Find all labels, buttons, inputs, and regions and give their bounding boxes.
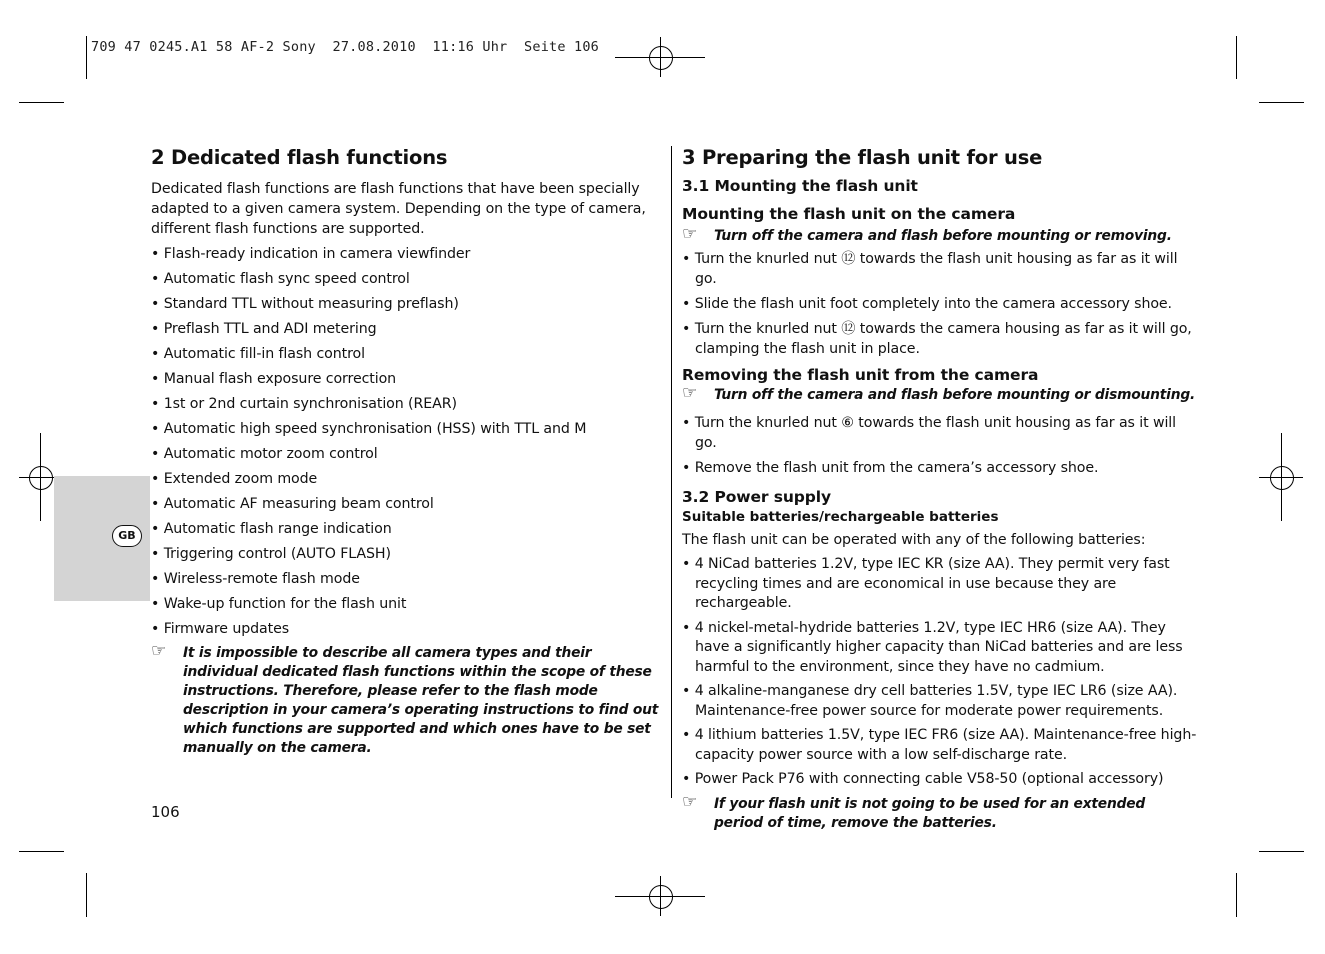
list-item: • Remove the flash unit from the camera’s accessory shoe. [682,458,1197,478]
intro-paragraph: Dedicated flash functions are flash functions that have been specially adapted to a given camera system. Depending on the type of camera, different flash functions are supported. [151,181,646,237]
list-item: • Firmware updates [151,619,666,639]
list-item: • Flash-ready indication in camera viewfinder [151,244,666,264]
mount-heading: Mounting the flash unit on the camera [682,205,1016,223]
note-text: Turn off the camera and flash before mounting or removing. [714,228,1172,244]
list-item: • Triggering control (AUTO FLASH) [151,544,666,564]
note [682,791,1197,833]
crop-mark [86,873,87,917]
list-item: • 4 lithium batteries 1.5V, type IEC FR6 (size AA). Maintenance-free high-capacity power source with a low self-discharge rate. [682,726,1197,765]
list-item: • 4 NiCad batteries 1.2V, type IEC KR (size AA). They permit very fast recycling times and are economical in use because they are rechargeable. [682,555,1197,614]
section-dedicated-flash-functions [151,144,666,758]
note [682,383,1197,405]
pointing-hand-icon: ☞ [151,641,167,661]
list-item: • Turn the knurled nut ⑥ towards the flash unit housing as far as it will go. [682,413,1197,453]
list-item: • 4 nickel-metal-hydride batteries 1.2V, type IEC HR6 (size AA). They have a significantly higher capacity than NiCad batteries and are less harmful to the environment, since they have no cadmium. [682,619,1197,678]
list-item: • 1st or 2nd curtain synchronisation (REAR) [151,394,666,414]
pointing-hand-icon: ☞ [682,791,698,812]
remove-heading: Removing the flash unit from the camera [682,366,1039,384]
pointing-hand-icon: ☞ [682,224,698,244]
crop-mark [19,102,64,103]
list-item: • Automatic high speed synchronisation (HSS) with TTL and M [151,419,666,439]
list-item: • Power Pack P76 with connecting cable V58-50 (optional accessory) [682,770,1197,790]
list-item: • Turn the knurled nut ⑫ towards the camera housing as far as it will go, clamping the flash unit in place. [682,319,1197,359]
list-item: • Extended zoom mode [151,469,666,489]
list-item: • Turn the knurled nut ⑫ towards the flash unit housing as far as it will go. [682,249,1197,289]
list-item: • Automatic fill-in flash control [151,344,666,364]
subsection-heading: 3.2 Power supply [682,488,832,506]
crop-mark [86,36,87,79]
section-preparing-flash-unit [682,144,1197,833]
list-item: • Wireless-remote flash mode [151,569,666,589]
note [682,224,1197,246]
list-item: • 4 alkaline-manganese dry cell batteries 1.5V, type IEC LR6 (size AA). Maintenance-free power source for moderate power requirements. [682,682,1197,721]
remove-steps-list [682,413,1197,478]
note [151,641,666,758]
list-item: • Wake-up function for the flash unit [151,594,666,614]
list-item: • Preflash TTL and ADI metering [151,319,666,339]
section-heading: 3 Preparing the flash unit for use [682,146,1043,169]
page-number: 106 [151,803,180,821]
list-item: • Manual flash exposure correction [151,369,666,389]
pointing-hand-icon: ☞ [682,383,698,403]
language-badge: GB [112,525,142,547]
mount-steps-list [682,249,1197,359]
list-item: • Automatic flash sync speed control [151,269,666,289]
list-item: • Automatic motor zoom control [151,444,666,464]
batteries-subheading: Suitable batteries/rechargeable batteries [682,509,999,525]
list-item: • Slide the flash unit foot completely into the camera accessory shoe. [682,294,1197,314]
subsection-heading: 3.1 Mounting the flash unit [682,177,918,195]
crop-mark [1259,851,1304,852]
note-text: It is impossible to describe all camera types and their individual dedicated flash functions within the scope of these instructions. Therefore, please refer to the flash mode description in your camera’s operating instructions to find out which functions are supported and which ones have to be set manually on the camera. [183,645,659,756]
section-heading: 2 Dedicated flash functions [151,146,448,169]
note-text: If your flash unit is not going to be used for an extended period of time, remove the batteries. [714,795,1146,831]
list-item: • Automatic AF measuring beam control [151,494,666,514]
batteries-intro: The flash unit can be operated with any of the following batteries: [682,532,1146,548]
crop-mark [1259,102,1304,103]
flash-functions-list [151,244,666,639]
note-text: Turn off the camera and flash before mounting or dismounting. [714,387,1196,403]
crop-mark [1236,873,1237,917]
list-item: • Automatic flash range indication [151,519,666,539]
list-item: • Standard TTL without measuring preflash) [151,294,666,314]
column-divider [671,146,672,798]
batteries-list [682,555,1197,790]
print-slug: 709 47 0245.A1 58 AF-2 Sony 27.08.2010 11:16 Uhr Seite 106 [91,39,599,55]
crop-mark [1236,36,1237,79]
crop-mark [19,851,64,852]
